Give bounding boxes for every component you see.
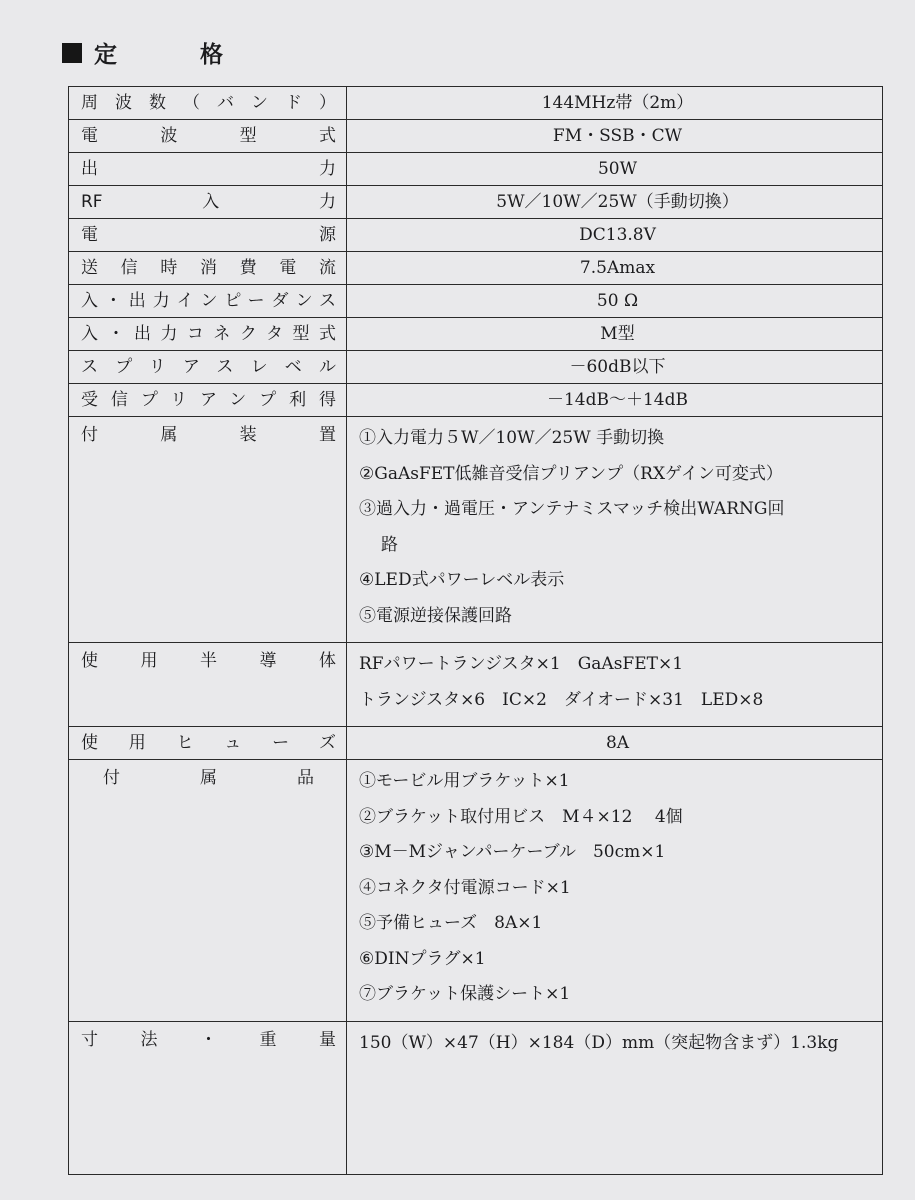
list-item: RFパワートランジスタ×1 GaAsFET×1 <box>359 654 684 674</box>
spec-row-dimensions <box>69 1021 883 1174</box>
list-item: 路 <box>381 534 398 555</box>
list-item: ②ブラケット取付用ビス M４×12 4個 <box>359 806 683 827</box>
list-item: ②GaAsFET低雑音受信プリアンプ（RXゲイン可変式） <box>359 463 783 484</box>
section-heading <box>62 36 253 69</box>
spec-label: 付属装置 <box>81 425 336 445</box>
spec-label: 付属品 <box>103 768 314 788</box>
spec-value: 50 Ω <box>596 291 639 311</box>
list-item: トランジスタ×6 IC×2 ダイオード×31 LED×8 <box>359 689 764 710</box>
spec-label: 入・出力コネクタ型式 <box>81 324 336 344</box>
spec-label: 寸法・重量 <box>81 1029 336 1050</box>
list-item: ⑤電源逆接保護回路 <box>359 605 512 626</box>
spec-value: FM・SSB・CW <box>552 126 683 146</box>
list-item: ⑥DINプラグ×1 <box>359 948 486 969</box>
spec-label: 周波数（バンド） <box>81 93 336 113</box>
spec-value: M型 <box>600 324 635 344</box>
spec-value: 5W／10W／25W（手動切換） <box>496 192 739 212</box>
spec-label: 受信プリアンプ利得 <box>81 390 336 410</box>
spec-value: －14dB～＋14dB <box>546 390 688 410</box>
list-item: ④コネクタ付電源コード×1 <box>359 877 571 898</box>
spec-row-output <box>69 153 883 186</box>
spec-row-spurious <box>69 351 883 384</box>
spec-value: DC13.8V <box>579 225 656 245</box>
list-item: ③過入力・過電圧・アンテナミスマッチ検出WARNG回 <box>359 499 785 519</box>
spec-label: 出力 <box>81 159 336 179</box>
spec-row-current <box>69 252 883 285</box>
list-item: ⑦ブラケット保護シート×1 <box>359 984 571 1004</box>
spec-value: 8A <box>605 733 630 753</box>
spec-label: 入・出力インピーダンス <box>81 291 336 311</box>
spec-value: 144MHz帯（2m） <box>541 93 694 113</box>
list-item: ①入力電力５W／10W／25W 手動切換 <box>359 428 665 448</box>
spec-table <box>68 86 883 1175</box>
spec-label: 使用ヒューズ <box>81 733 336 753</box>
square-bullet-icon <box>62 43 82 63</box>
spec-row-connector <box>69 318 883 351</box>
spec-label: 電源 <box>81 225 336 245</box>
list-item: ①モービル用ブラケット×1 <box>359 771 570 791</box>
spec-label: 送信時消費電流 <box>81 258 336 278</box>
spec-row-fuse <box>69 727 883 760</box>
spec-row-power <box>69 219 883 252</box>
section-title: 定 格 <box>94 42 253 68</box>
spec-row-emission <box>69 120 883 153</box>
list-item: ④LED式パワーレベル表示 <box>359 570 565 590</box>
spec-row-preamp-gain <box>69 384 883 417</box>
list-item: ⑤予備ヒューズ 8A×1 <box>359 913 543 933</box>
spec-label: RF入力 <box>81 192 336 212</box>
spec-value: 7.5Amax <box>579 258 656 278</box>
spec-row-attached-devices <box>69 417 883 643</box>
spec-label: スプリアスレベル <box>81 357 336 377</box>
spec-label: 使用半導体 <box>81 651 336 671</box>
spec-row-semiconductors <box>69 643 883 727</box>
spec-label: 電波型式 <box>81 126 336 146</box>
spec-row-accessories <box>69 760 883 1022</box>
spec-row-impedance <box>69 285 883 318</box>
list-item: ③M－Mジャンパーケーブル 50cm×1 <box>359 842 666 862</box>
spec-value: －60dB以下 <box>569 357 666 377</box>
spec-row-rf-input <box>69 186 883 219</box>
spec-row-frequency <box>69 87 883 120</box>
spec-value: 150（W）×47（H）×184（D）mm（突起物含まず）1.3kg <box>359 1032 839 1053</box>
spec-value: 50W <box>597 159 638 179</box>
